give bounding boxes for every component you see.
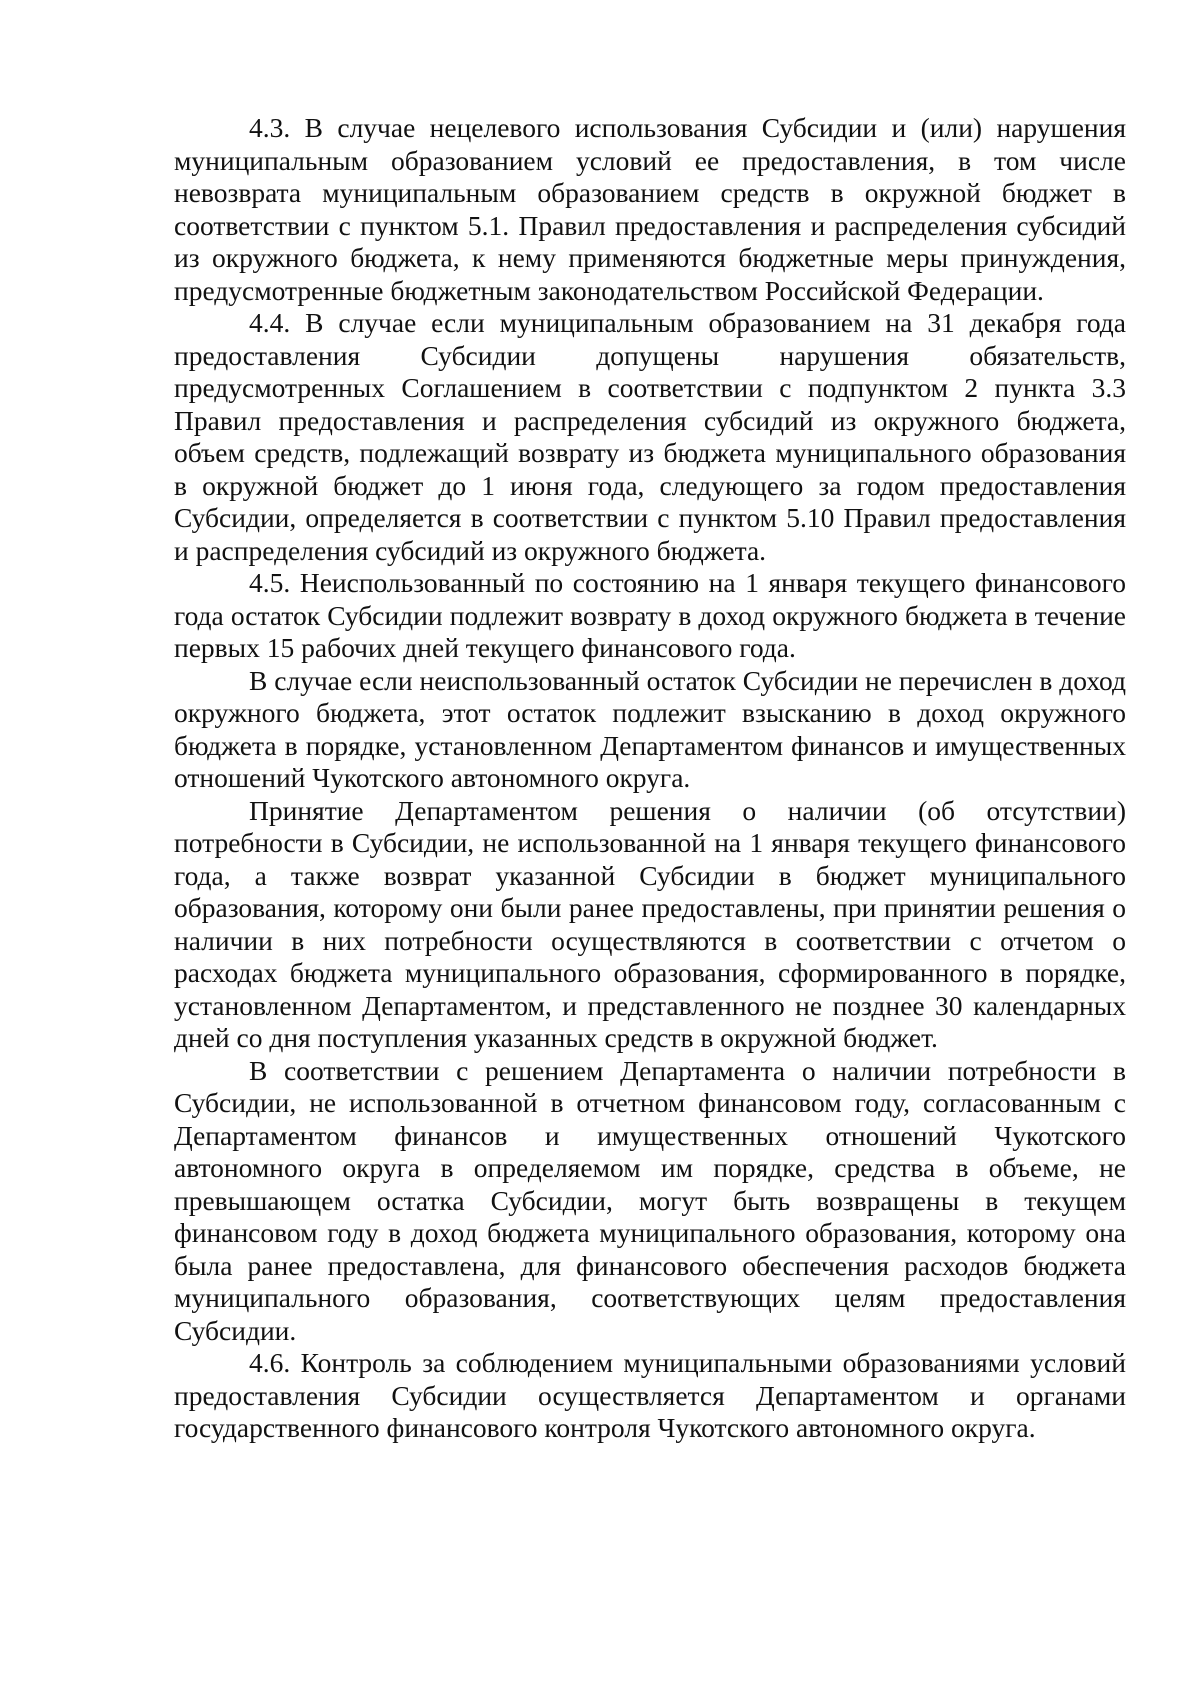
paragraph-4-6: 4.6. Контроль за соблюдением муниципальными образованиями условий предоставления Субсидии осуществляется Департаментом и органами государственного финансового контроля Чукотского автономного округа. <box>174 1347 1126 1443</box>
paragraph-4-5-unspent-balance: В случае если неиспользованный остаток Субсидии не перечислен в доход окружного бюджета, этот остаток подлежит взысканию в доход окружного бюджета в порядке, установленном Департаментом финансов и имущественных отношений Чукотского автономного округа. <box>174 664 1126 793</box>
paragraph-4-4: 4.4. В случае если муниципальным образованием на 31 декабря года предоставления Субсидии допущены нарушения обязательств, предусмотренных Соглашением в соответствии с подпунктом 2 пункта 3.3 Правил предоставления и распределения субсидий из окружного бюджета, объем средств, подлежащий возврату из бюджета муниципального образования в окружной бюджет до 1 июня года, следующего за годом предоставления Субсидии, определяется в соответствии с пунктом 5.10 Правил предоставления и распределения субсидий из окружного бюджета. <box>174 307 1126 566</box>
document-page <box>174 112 1126 1445</box>
paragraph-4-5: 4.5. Неиспользованный по состоянию на 1 января текущего финансового года остаток Субсидии подлежит возврату в доход окружного бюджета в течение первых 15 рабочих дней текущего финансового года. <box>174 567 1126 663</box>
paragraph-4-3: 4.3. В случае нецелевого использования Субсидии и (или) нарушения муниципальным образованием условий ее предоставления, в том числе невозврата муниципальным образованием средств в окружной бюджет в соответствии с пунктом 5.1. Правил предоставления и распределения субсидий из окружного бюджета, к нему применяются бюджетные меры принуждения, предусмотренные бюджетным законодательством Российской Федерации. <box>174 112 1126 306</box>
paragraph-4-5-return-of-funds: В соответствии с решением Департамента о наличии потребности в Субсидии, не использованной в отчетном финансовом году, согласованным с Департаментом финансов и имущественных отношений Чукотского автономного округа в определяемом им порядке, средства в объеме, не превышающем остатка Субсидии, могут быть возвращены в текущем финансовом году в доход бюджета муниципального образования, которому она была ранее предоставлена, для финансового обеспечения расходов бюджета муниципального образования, соответствующих целям предоставления Субсидии. <box>174 1054 1126 1346</box>
paragraph-4-5-department-decision: Принятие Департаментом решения о наличии (об отсутствии) потребности в Субсидии, не использованной на 1 января текущего финансового года, а также возврат указанной Субсидии в бюджет муниципального образования, которому они были ранее предоставлены, при принятии решения о наличии в них потребности осуществляются в соответствии с отчетом о расходах бюджета муниципального образования, сформированного в порядке, установленном Департаментом, и представленного не позднее 30 календарных дней со дня поступления указанных средств в окружной бюджет. <box>174 794 1126 1053</box>
